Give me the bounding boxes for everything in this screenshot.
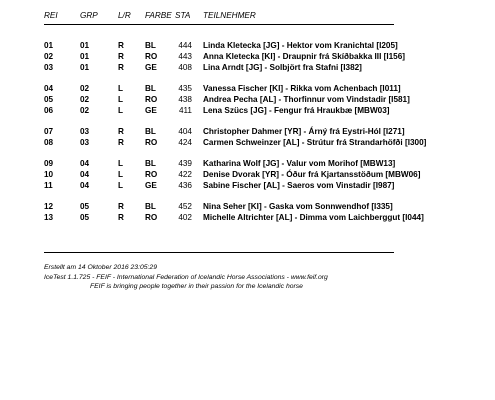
table-row — [0, 180, 495, 191]
created-timestamp: Erstellt am 14 Oktober 2016 23:05:29 — [44, 264, 157, 271]
grp-cell: 05 — [80, 202, 90, 211]
farbe-cell: BL — [145, 84, 156, 93]
header-rei: REI — [44, 11, 58, 20]
farbe-cell: RO — [145, 213, 158, 222]
rider-group — [0, 40, 495, 73]
rei-cell: 10 — [44, 170, 54, 179]
sta-cell: 439 — [178, 159, 192, 168]
grp-cell: 02 — [80, 95, 90, 104]
farbe-cell: GE — [145, 181, 157, 190]
lr-cell: R — [118, 127, 124, 136]
table-row — [0, 105, 495, 116]
rei-cell: 12 — [44, 202, 54, 211]
grp-cell: 03 — [80, 138, 90, 147]
start-list — [0, 40, 495, 233]
lr-cell: R — [118, 52, 124, 61]
sta-cell: 438 — [178, 95, 192, 104]
participant-cell: Lena Szücs [JG] - Fengur frá Hraukbæ [MBW03] — [203, 106, 390, 115]
footer-rule — [44, 252, 394, 253]
software-info: IceTest 1.1.725 - FEIF - International Federation of Icelandic Horse Associations - www.feif.org — [44, 273, 328, 281]
participant-cell: Christopher Dahmer [YR] - Árný frá Eystri-Hól [I271] — [203, 127, 405, 136]
grp-cell: 04 — [80, 170, 90, 179]
rei-cell: 05 — [44, 95, 54, 104]
rider-group — [0, 201, 495, 223]
table-row — [0, 158, 495, 169]
rei-cell: 03 — [44, 63, 54, 72]
table-row — [0, 201, 495, 212]
sta-cell: 404 — [178, 127, 192, 136]
sta-cell: 452 — [178, 202, 192, 211]
grp-cell: 01 — [80, 63, 90, 72]
participant-cell: Lina Arndt [JG] - Solbjört fra Stafni [I382] — [203, 63, 362, 72]
sta-cell: 443 — [178, 52, 192, 61]
rei-cell: 09 — [44, 159, 54, 168]
table-row — [0, 94, 495, 105]
sta-cell: 422 — [178, 170, 192, 179]
grp-cell: 04 — [80, 159, 90, 168]
header-lr: L/R — [118, 11, 131, 20]
header-teilnehmer: TEILNEHMER — [203, 11, 256, 20]
rider-group — [0, 126, 495, 148]
rei-cell: 02 — [44, 52, 54, 61]
participant-cell: Katharina Wolf [JG] - Valur vom Morihof [MBW13] — [203, 159, 396, 168]
participant-cell: Andrea Pecha [AL] - Thorfinnur vom Vindstadir [I581] — [203, 95, 410, 104]
column-header — [0, 11, 495, 23]
rei-cell: 13 — [44, 213, 54, 222]
rei-cell: 06 — [44, 106, 54, 115]
sta-cell: 435 — [178, 84, 192, 93]
rei-cell: 11 — [44, 181, 53, 190]
lr-cell: L — [118, 106, 124, 115]
lr-cell: R — [118, 138, 124, 147]
lr-cell: L — [118, 95, 124, 104]
lr-cell: R — [118, 213, 124, 222]
footer — [44, 263, 328, 292]
participant-cell: Denise Dvorak [YR] - Óður frá Kjartansstöðum [MBW06] — [203, 170, 421, 179]
participant-cell: Michelle Altrichter [AL] - Dimma vom Laichberggut [I044] — [203, 213, 424, 222]
participant-cell: Sabine Fischer [AL] - Saeros vom Vinstadir [I987] — [203, 181, 395, 190]
table-row — [0, 137, 495, 148]
grp-cell: 04 — [80, 181, 90, 190]
lr-cell: L — [118, 181, 124, 190]
rider-group — [0, 158, 495, 191]
table-row — [0, 40, 495, 51]
sta-cell: 436 — [178, 181, 192, 190]
table-row — [0, 83, 495, 94]
grp-cell: 01 — [80, 41, 90, 50]
rei-cell: 01 — [44, 41, 54, 50]
lr-cell: L — [118, 159, 124, 168]
table-row — [0, 126, 495, 137]
header-rule — [44, 24, 394, 25]
sta-cell: 424 — [178, 138, 192, 147]
lr-cell: L — [118, 84, 124, 93]
participant-cell: Anna Kletecka [KI] - Draupnir frá Skíðbakka III [I156] — [203, 52, 406, 61]
rei-cell: 04 — [44, 84, 54, 93]
farbe-cell: BL — [145, 41, 156, 50]
grp-cell: 02 — [80, 84, 90, 93]
sta-cell: 444 — [178, 41, 192, 50]
rei-cell: 07 — [44, 127, 54, 136]
farbe-cell: RO — [145, 138, 158, 147]
lr-cell: L — [118, 170, 124, 179]
farbe-cell: GE — [145, 106, 157, 115]
feif-slogan: FEIF is bringing people together in their passion for the Icelandic horse — [90, 283, 303, 290]
participant-cell: Nina Seher [KI] - Gaska vom Sonnwendhof [I335] — [203, 202, 393, 211]
sta-cell: 411 — [178, 106, 192, 115]
participant-cell: Linda Kletecka [JG] - Hektor vom Kranichtal [I205] — [203, 41, 398, 50]
table-row — [0, 51, 495, 62]
lr-cell: R — [118, 202, 124, 211]
grp-cell: 01 — [80, 52, 90, 61]
grp-cell: 02 — [80, 106, 90, 115]
header-grp: GRP — [80, 11, 98, 20]
table-row — [0, 212, 495, 223]
farbe-cell: RO — [145, 95, 158, 104]
header-sta: STA — [175, 11, 191, 20]
rider-group — [0, 83, 495, 116]
sta-cell: 402 — [178, 213, 192, 222]
farbe-cell: BL — [145, 159, 156, 168]
grp-cell: 03 — [80, 127, 90, 136]
lr-cell: R — [118, 63, 124, 72]
farbe-cell: RO — [145, 52, 158, 61]
table-row — [0, 62, 495, 73]
sta-cell: 408 — [178, 63, 192, 72]
participant-cell: Vanessa Fischer [KI] - Rikka vom Achenbach [I011] — [203, 84, 401, 93]
farbe-cell: BL — [145, 127, 156, 136]
participant-cell: Carmen Schweinzer [AL] - Strútur frá Strandarhöfði [I300] — [203, 138, 427, 147]
farbe-cell: RO — [145, 170, 158, 179]
lr-cell: R — [118, 41, 124, 50]
header-farbe: FARBE — [145, 11, 172, 20]
grp-cell: 05 — [80, 213, 90, 222]
table-row — [0, 169, 495, 180]
rei-cell: 08 — [44, 138, 54, 147]
farbe-cell: BL — [145, 202, 156, 211]
farbe-cell: GE — [145, 63, 157, 72]
